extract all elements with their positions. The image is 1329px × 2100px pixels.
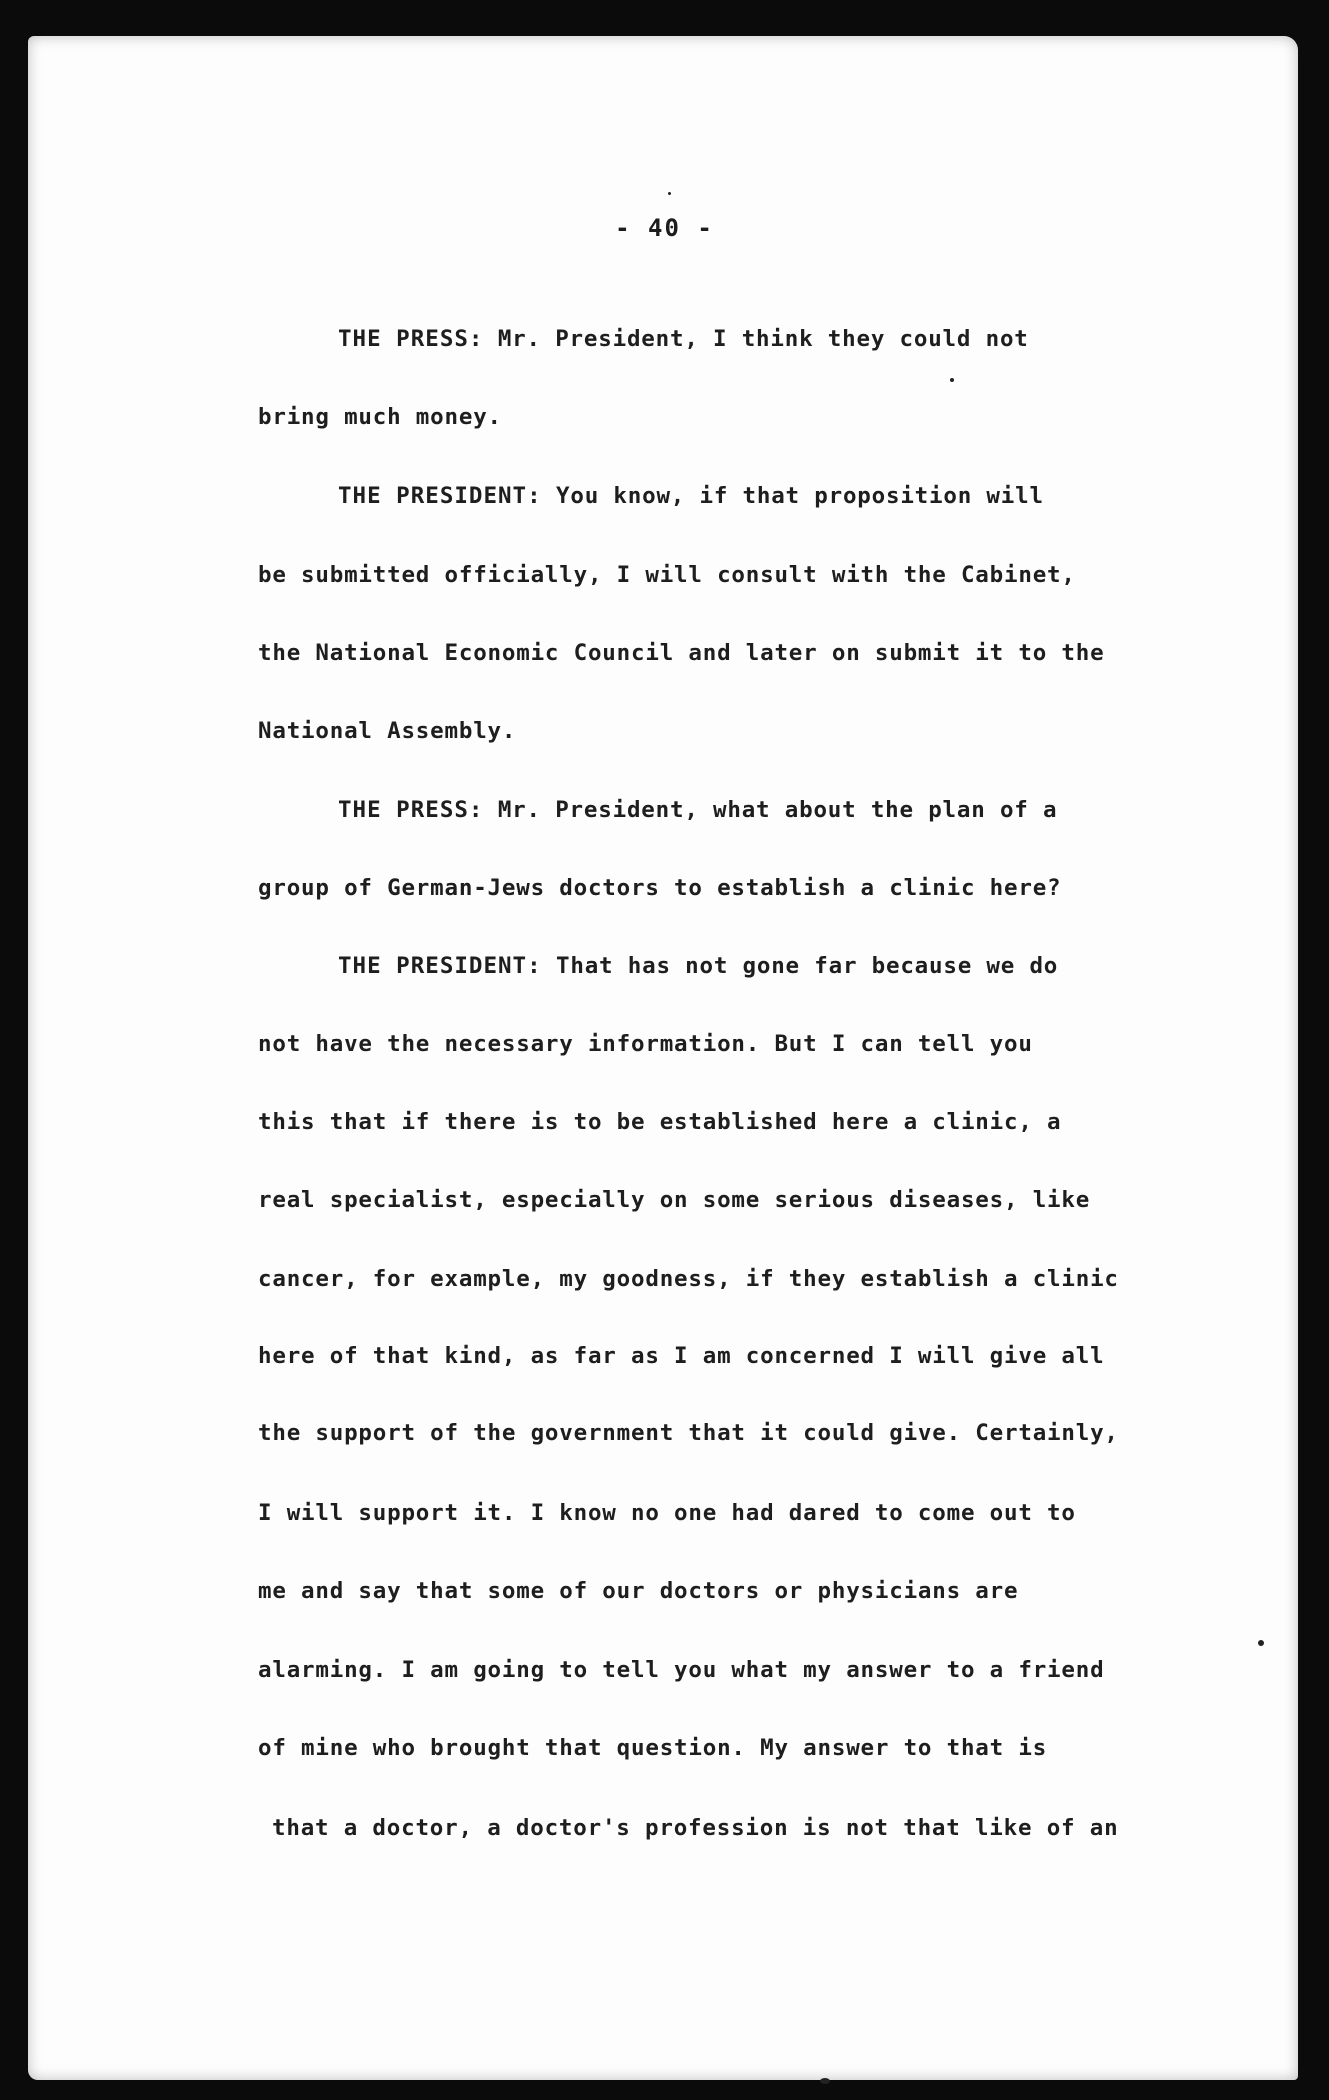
line-text: real specialist, especially on some serious diseases, like <box>258 1187 1091 1213</box>
text-line <box>258 402 502 432</box>
text-line <box>258 1341 1104 1371</box>
text-line <box>258 1107 1061 1137</box>
line-text: of mine who brought that question. My answer to that is <box>258 1735 1048 1761</box>
line-text: You know, if that proposition will <box>556 483 1044 509</box>
line-text: the support of the government that it could give. Certainly, <box>258 1420 1119 1446</box>
text-line <box>338 324 1029 354</box>
line-text: I will support it. I know no one had dared to come out to <box>258 1500 1076 1526</box>
line-text: me and say that some of our doctors or physicians are <box>258 1578 1019 1604</box>
text-line <box>258 873 1061 903</box>
line-text: That has not gone far because we do <box>556 953 1059 979</box>
text-line <box>338 951 1058 981</box>
text-line <box>258 1576 1018 1606</box>
line-text: alarming. I am going to tell you what my answer to a friend <box>258 1657 1105 1683</box>
speaker-label: THE PRESIDENT: <box>338 483 542 509</box>
text-line <box>258 1185 1090 1215</box>
line-text: bring much money. <box>258 404 502 430</box>
text-line <box>258 1264 1119 1294</box>
line-text: this that if there is to be established here a clinic, a <box>258 1109 1062 1135</box>
text-line <box>258 716 516 746</box>
line-text: that a doctor, a doctor's profession is not that like of an <box>272 1815 1119 1841</box>
text-line <box>258 1498 1076 1528</box>
speaker-label: THE PRESIDENT: <box>338 953 542 979</box>
line-text: group of German-Jews doctors to establish a clinic here? <box>258 875 1062 901</box>
line-text: Mr. President, I think they could not <box>497 326 1029 352</box>
line-text: the National Economic Council and later on submit it to the <box>258 640 1105 666</box>
text-line <box>258 1733 1047 1763</box>
line-text: be submitted officially, I will consult with the Cabinet, <box>258 562 1076 588</box>
text-line <box>258 1029 1033 1059</box>
text-line <box>258 1418 1119 1448</box>
text-line <box>338 481 1044 511</box>
speaker-label: THE PRESS: <box>338 326 484 352</box>
line-text: not have the necessary information. But I can tell you <box>258 1031 1033 1057</box>
line-text: cancer, for example, my goodness, if they establish a clinic <box>258 1266 1119 1292</box>
scan-speck <box>1258 1640 1264 1646</box>
text-line <box>272 1813 1118 1843</box>
line-text: here of that kind, as far as I am concerned I will give all <box>258 1343 1105 1369</box>
text-line <box>258 560 1076 590</box>
text-line <box>258 638 1104 668</box>
page-number: - 40 - <box>615 214 714 242</box>
line-text: National Assembly. <box>258 718 517 744</box>
speaker-label: THE PRESS: <box>338 797 484 823</box>
text-line <box>258 1655 1104 1685</box>
scan-speck <box>950 378 954 382</box>
line-text: Mr. President, what about the plan of a <box>497 797 1058 823</box>
scan-speck <box>820 2078 830 2084</box>
text-line <box>338 795 1057 825</box>
scan-speck <box>668 192 671 195</box>
